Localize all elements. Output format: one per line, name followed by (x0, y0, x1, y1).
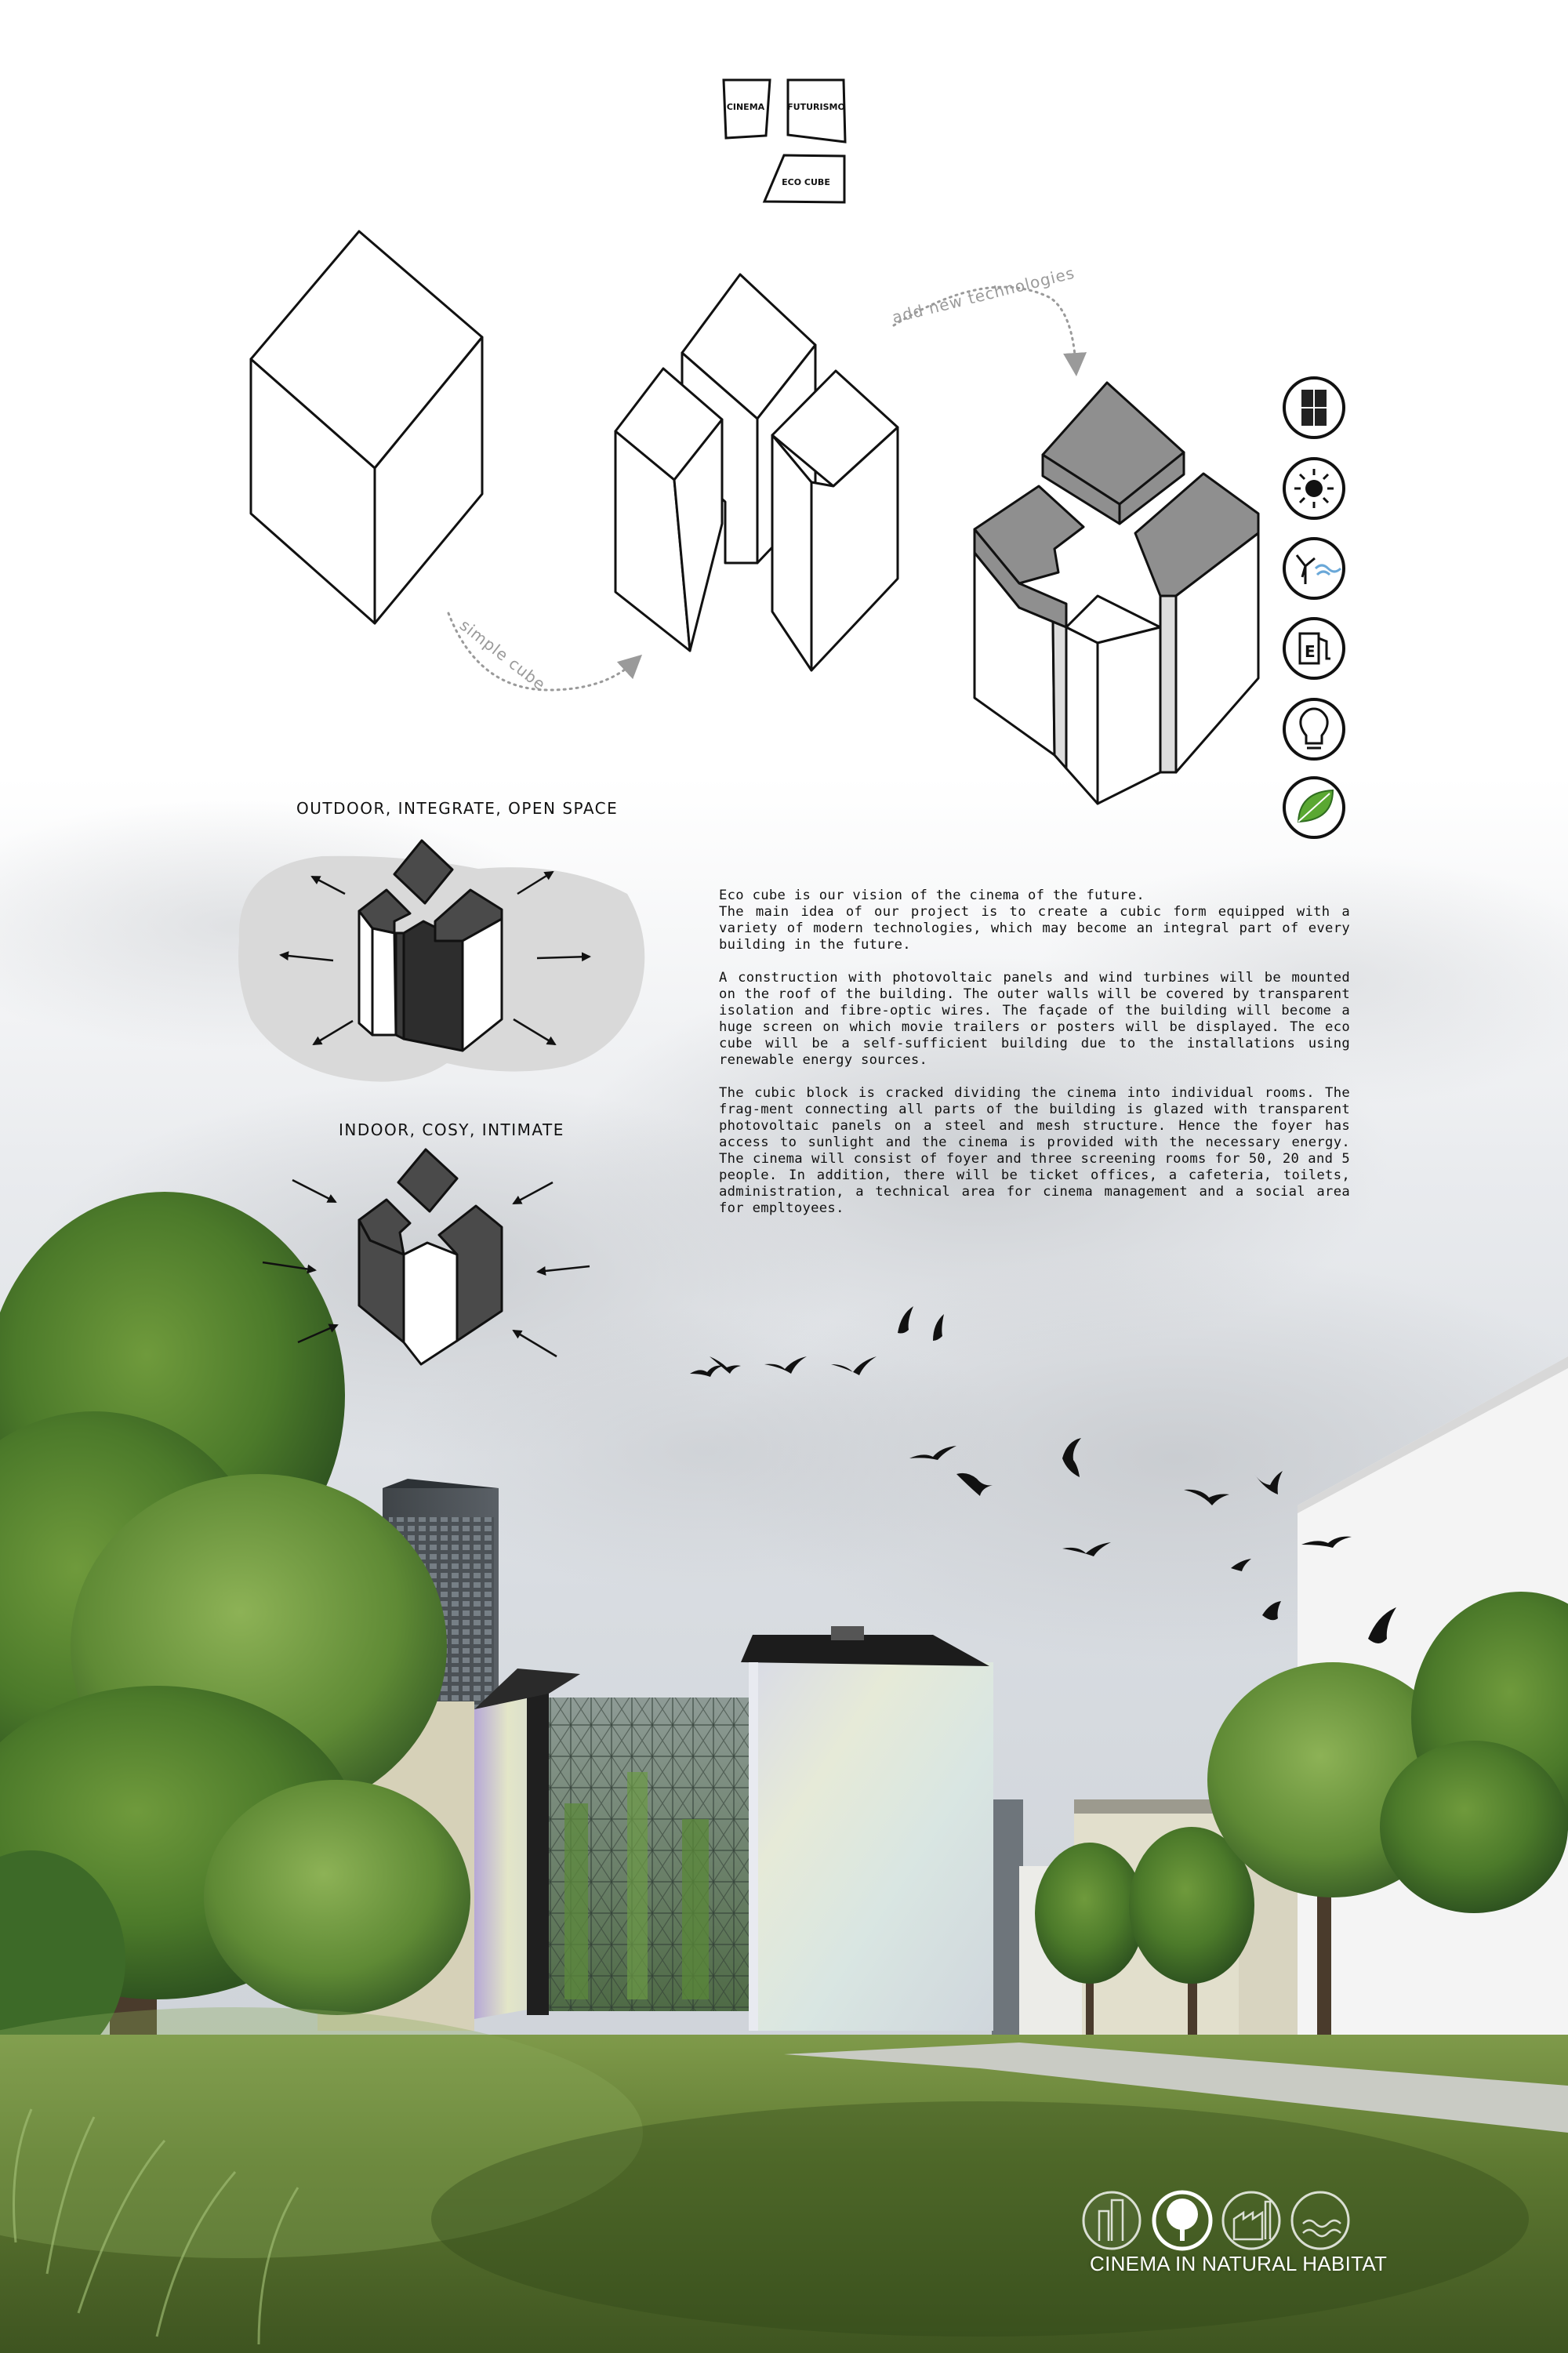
description-paragraph-2: A construction with photovoltaic panels and wind turbines will be mounted on the roof of the building. The outer walls will be covered by transparent isolation and fibre-optic wires. The façade of the building will become a huge screen on which movie trailers or posters will be displayed. The eco cube will be a self-sufficient building due to the installations using renewable energy sources. (719, 970, 1350, 1068)
solar-panel-icon (1284, 378, 1344, 438)
light-bulb-icon (1284, 699, 1344, 759)
description-paragraph-3: The cubic block is cracked dividing the cinema into individual rooms. The frag-ment connecting all parts of the building is glazed with transparent photovoltaic panels on a steel and mesh structure. Hence the foyer has access to sunlight and the cinema is provided with the necessary energy. The cinema will consist of foyer and three screening rooms for 50, 20 and 5 people. In addition, there will be ticket offices, a cafeteria, toilets, administration, a technical area for cinema management and a social area for empltoyees. (719, 1085, 1350, 1216)
tag-eco-cube (764, 155, 844, 202)
tag-futurismo (787, 80, 845, 142)
eco-cube-with-tech-diagram (975, 383, 1258, 804)
description-line-2: The main idea of our project is to create a cubic form equipped with a variety of modern technologies, which may become an integral part of every building in the future. (719, 904, 1350, 953)
technology-icons (1284, 378, 1344, 837)
project-description (719, 888, 1350, 1233)
process-arrow-1 (448, 613, 633, 694)
indoor-diagram (263, 1149, 590, 1364)
outdoor-label: OUTDOOR, INTEGRATE, OPEN SPACE (296, 799, 619, 818)
split-cube-diagram (615, 274, 898, 670)
outdoor-diagram (238, 841, 644, 1082)
tag-cinema-label: CINEMA (726, 102, 765, 112)
description-line-1: Eco cube is our vision of the cinema of the future. (719, 888, 1145, 903)
sun-icon (1284, 459, 1344, 518)
tag-futurismo-label: FUTURISMO (787, 102, 845, 112)
leaf-icon (1284, 778, 1344, 837)
tag-eco-cube-label: ECO CUBE (782, 177, 830, 187)
indoor-label: INDOOR, COSY, INTIMATE (339, 1120, 564, 1139)
factory-icon (1223, 2192, 1279, 2249)
process-arrow-2 (890, 263, 1076, 365)
tag-cinema (724, 80, 770, 138)
tree-icon (1154, 2192, 1210, 2249)
add-technologies-note: add new technologies (890, 263, 1077, 327)
footer-icons (1083, 2192, 1348, 2249)
concept-tags (724, 80, 845, 202)
svg-text:E: E (1305, 642, 1316, 661)
simple-cube-diagram (251, 231, 482, 623)
fuel-station-icon (1284, 619, 1344, 678)
water-icon (1292, 2192, 1348, 2249)
wind-turbine-icon (1284, 539, 1344, 598)
footer-title: CINEMA IN NATURAL HABITAT (1090, 2252, 1388, 2275)
simple-cube-note: simple cube (456, 615, 550, 695)
city-icon (1083, 2192, 1140, 2249)
